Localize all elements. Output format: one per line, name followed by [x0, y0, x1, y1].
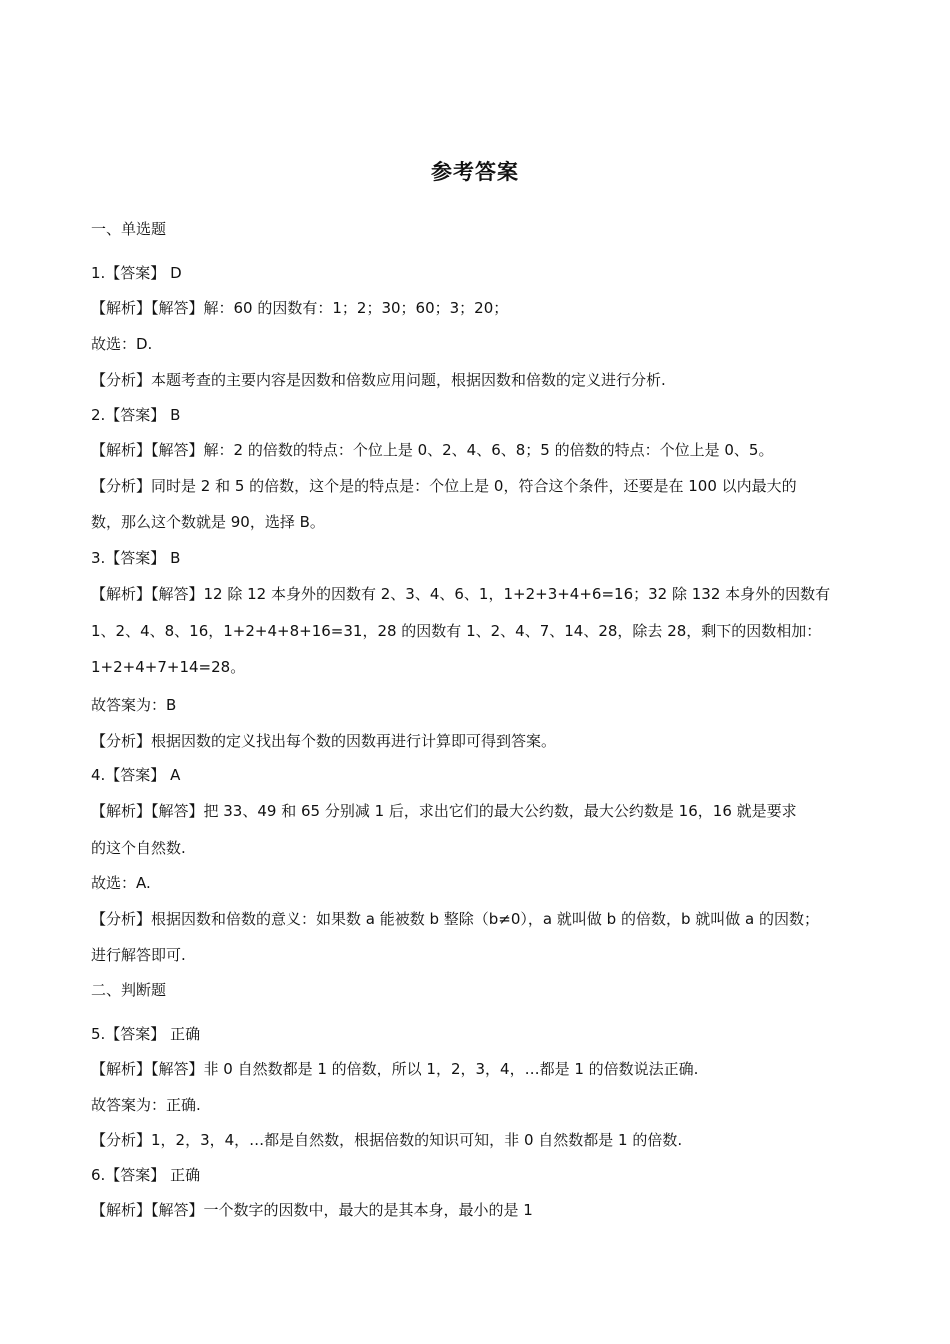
- choice-line: 故答案为：B: [91, 696, 177, 714]
- choice-line: 故选：D.: [91, 335, 153, 353]
- section-heading: 一、单选题: [91, 220, 167, 238]
- explanation-line: 1+2+4+7+14=28。: [91, 658, 246, 676]
- explanation-line: 【解析】【解答】非 0 自然数都是 1 的倍数，所以 1，2，3，4，…都是 1 的倍数说法正确.: [91, 1060, 699, 1078]
- explanation-line: 的这个自然数.: [91, 839, 186, 857]
- explanation-line: 【解析】【解答】解：60 的因数有：1；2；30；60；3；20；: [91, 299, 509, 317]
- analysis-line: 【分析】同时是 2 和 5 的倍数，这个是的特点是：个位上是 0，符合这个条件，还要是在 100 以内最大的: [91, 477, 797, 495]
- analysis-line: 【分析】根据因数的定义找出每个数的因数再进行计算即可得到答案。: [91, 732, 557, 750]
- analysis-line: 进行解答即可.: [91, 946, 186, 964]
- explanation-line: 1、2、4、8、16，1+2+4+8+16=31，28 的因数有 1、2、4、7、14、28，除去 28，剩下的因数相加：: [91, 622, 822, 640]
- analysis-line: 【分析】本题考查的主要内容是因数和倍数应用问题，根据因数和倍数的定义进行分析.: [91, 371, 666, 389]
- analysis-line: 【分析】根据因数和倍数的意义：如果数 a 能被数 b 整除（b≠0），a 就叫做 b 的倍数，b 就叫做 a 的因数；: [91, 910, 819, 928]
- analysis-line: 【分析】1，2，3，4，…都是自然数，根据倍数的知识可知，非 0 自然数都是 1 的倍数.: [91, 1131, 683, 1149]
- choice-line: 故选：A.: [91, 874, 151, 892]
- section-heading: 二、判断题: [91, 981, 167, 999]
- explanation-line: 【解析】【解答】把 33、49 和 65 分别减 1 后，求出它们的最大公约数，最大公约数是 16，16 就是要求: [91, 802, 797, 820]
- answer-line: 6.【答案】 正确: [91, 1166, 201, 1184]
- explanation-line: 【解析】【解答】12 除 12 本身外的因数有 2、3、4、6、1，1+2+3+4+6=16；32 除 132 本身外的因数有: [91, 585, 831, 603]
- answer-line: 3.【答案】 B: [91, 549, 181, 567]
- page-title: 参考答案: [431, 160, 519, 184]
- choice-line: 故答案为：正确.: [91, 1096, 201, 1114]
- answer-line: 5.【答案】 正确: [91, 1025, 201, 1043]
- answer-line: 4.【答案】 A: [91, 766, 181, 784]
- answer-line: 1.【答案】 D: [91, 264, 182, 282]
- explanation-line: 【解析】【解答】一个数字的因数中，最大的是其本身，最小的是 1: [91, 1201, 533, 1219]
- answer-line: 2.【答案】 B: [91, 406, 181, 424]
- analysis-line: 数，那么这个数就是 90，选择 B。: [91, 513, 325, 531]
- explanation-line: 【解析】【解答】解：2 的倍数的特点：个位上是 0、2、4、6、8；5 的倍数的特点：个位上是 0、5。: [91, 441, 774, 459]
